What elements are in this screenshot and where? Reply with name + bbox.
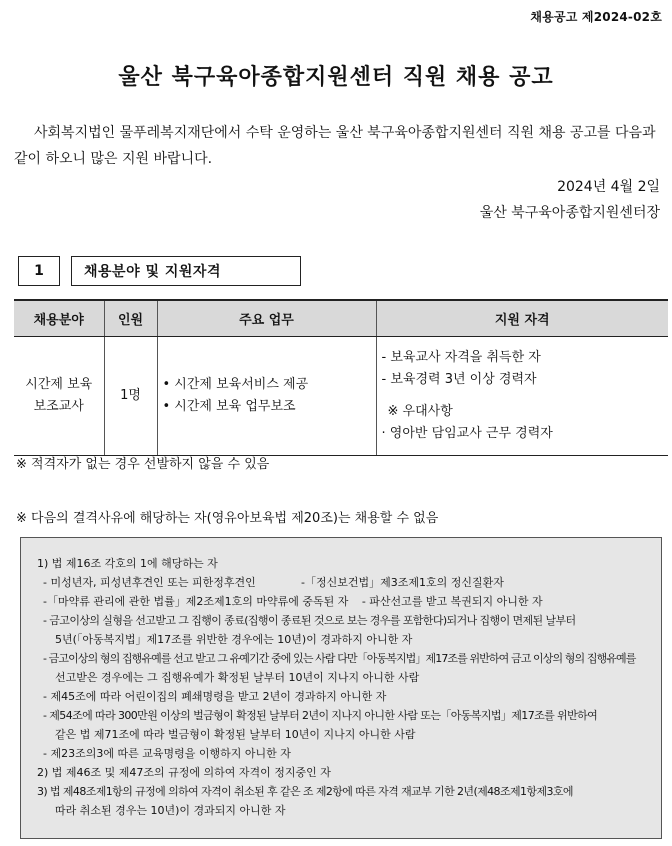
list-item: - 제45조에 따라 어린이집의 폐쇄명령을 받고 2년이 경과하지 아니한 자: [43, 690, 387, 703]
qualification-item: - 보육교사 자격을 취득한 자: [381, 350, 541, 365]
note-no-hire: ※ 적격자가 없는 경우 선발하지 않을 수 있음: [16, 457, 270, 472]
field-line: 보조교사: [33, 399, 84, 414]
list-item: [21, 592, 661, 611]
intro-paragraph: 사회복지법인 물푸레복지재단에서 수탁 운영하는 울산 북구육아종합지원센터 직원 채용 공고를 다음과 같이 하오니 많은 지원 바랍니다.: [14, 125, 656, 167]
cell-count: 1명: [104, 337, 157, 456]
list-item: 따라 취소된 경우는 10년)이 경과되지 아니한 자: [55, 804, 286, 817]
header-qualifications: 지원 자격: [376, 300, 668, 337]
qualification-item: - 보육경력 3년 이상 경력자: [381, 372, 537, 387]
table-row: [14, 337, 668, 456]
list-item: - 제23조의3에 따른 교육명령을 이행하지 아니한 자: [43, 747, 291, 760]
cell-duties: [157, 337, 376, 456]
cell-field: [14, 337, 104, 456]
list-item-text: - 파산선고를 받고 복권되지 아니한 자: [361, 595, 543, 608]
recruitment-table: [14, 299, 668, 456]
list-item: 1) 법 제16조 각호의 1에 해당하는 자: [37, 557, 218, 570]
list-item: 선고받은 경우에는 그 집행유예가 확정된 날부터 10년이 지나지 아니한 사람: [55, 671, 420, 684]
list-item: - 제54조에 따라 300만원 이상의 벌금형이 확정된 날부터 2년이 지나지 아니한 사람 또는「아동복지법」제17조를 위반하여: [43, 709, 598, 722]
list-item: - 금고이상의 형의 집행유예를 선고 받고 그 유예기간 중에 있는 사람 다만「아동복지법」제17조를 위반하여 금고 이상의 형의 집행유예를: [43, 652, 636, 665]
note-disqualification: ※ 다음의 결격사유에 해당하는 자(영유아보육법 제20조)는 채용할 수 없음: [16, 511, 439, 526]
list-item-text: - 미성년자, 피성년후견인 또는 피한정후견인: [43, 576, 256, 589]
page-title: 울산 북구육아종합지원센터 직원 채용 공고: [118, 65, 554, 90]
header-duties: 주요 업무: [157, 300, 376, 337]
list-item: 같은 법 제71조에 따라 벌금형이 확정된 날부터 10년이 지나지 아니한 사람: [55, 728, 416, 741]
duty-item: • 시간제 보육서비스 제공: [162, 377, 309, 392]
list-item: 2) 법 제46조 및 제47조의 규정에 의하여 자격이 정지중인 자: [37, 766, 331, 779]
list-item: 5년(「아동복지법」제17조를 위반한 경우에는 10년)이 경과하지 아니한 자: [55, 633, 413, 646]
preference-title: ※ 우대사항: [387, 404, 453, 419]
issuer-name: 울산 북구육아종합지원센터장: [479, 205, 660, 221]
announcement-date: 2024년 4월 2일: [557, 179, 660, 195]
notice-number: 채용공고 제2024-02호: [530, 10, 662, 24]
list-item: 3) 법 제48조제1항의 규정에 의하여 자격이 취소된 후 같은 조 제2항에 따른 자격 재교부 기한 2년(제48조제1항제3호에: [37, 785, 573, 798]
field-line: 시간제 보육: [25, 377, 93, 392]
cell-qualifications: [376, 337, 668, 456]
header-count: 인원: [104, 300, 157, 337]
disqualification-box: [20, 537, 662, 839]
section-title: 채용분야 및 지원자격: [71, 256, 301, 286]
section-number: 1: [18, 256, 60, 286]
duty-item: • 시간제 보육 업무보조: [162, 399, 296, 414]
table-header-row: [14, 300, 668, 337]
preference-item: · 영아반 담임교사 근무 경력자: [381, 426, 553, 441]
list-item-text: -「마약류 관리에 관한 법률」제2조제1호의 마약류에 중독된 자: [43, 595, 349, 608]
header-field: 채용분야: [14, 300, 104, 337]
list-item: [21, 573, 661, 592]
list-item-text: -「정신보건법」제3조제1호의 정신질환자: [301, 576, 504, 589]
list-item: - 금고이상의 실형을 선고받고 그 집행이 종료(집행이 종료된 것으로 보는 경우를 포함한다)되거나 집행이 면제된 날부터: [43, 614, 576, 627]
